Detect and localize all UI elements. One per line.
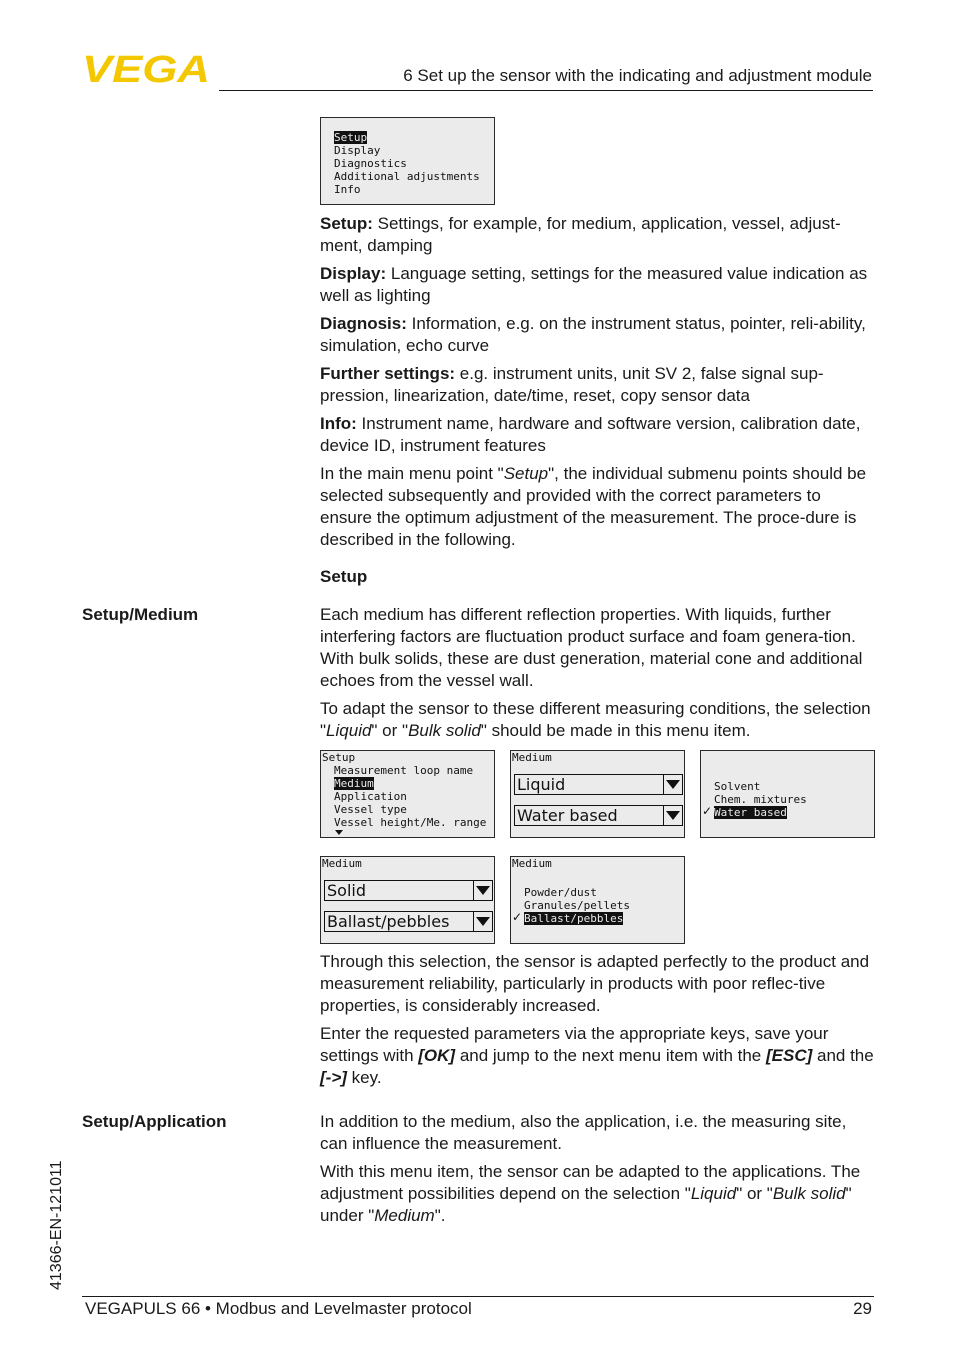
footer-product: VEGAPULS 66 • Modbus and Levelmaster protocol [85,1299,472,1318]
checkmark-icon: ✓ [702,804,713,818]
select-value: Water based [517,806,618,825]
definition-text: Instrument name, hardware and software version, calibration date, device ID, instrument features [320,414,861,455]
main-menu-item: Info [334,183,361,196]
side-label-medium: Setup/Medium [82,605,199,624]
setup-menu-item: Vessel type [334,803,407,816]
screen-title: Medium [512,751,552,764]
dropdown-arrow-icon [473,912,492,931]
dropdown-arrow-icon [663,775,682,794]
screen-title: Medium [512,857,552,870]
definition-setup [320,213,876,257]
medium-liquid-screen [510,750,685,838]
definition-text: Settings, for example, for medium, application, vessel, adjust-ment, damping [320,214,841,255]
main-menu-item: Additional adjustments [334,170,480,183]
scroll-down-icon [335,830,343,835]
definition-text: e.g. instrument units, unit SV 2, false signal sup-pression, linearization, date/time, reset, copy sensor data [320,364,824,405]
document-code: 41366-EN-121011 [48,1160,65,1290]
list-item: Water based [714,806,787,819]
solid-list-screen [510,856,685,944]
main-menu-screen [320,117,495,205]
intro-paragraph: In the main menu point "Setup", the individual submenu points should be selected subsequently and provided with the correct parameters to ensure the optimum adjustment of the measurement. The proce-dure is described in the following. [320,464,867,549]
main-menu-item: Setup [334,131,368,144]
select-value: Liquid [517,775,566,794]
application-paragraph-2: With this menu item, the sensor can be adapted to the applications. The adjustment possibilities depend on the selection "Liquid" or "Bulk solid" under "Medium". [320,1162,861,1225]
key-esc: [ESC] [765,1046,813,1065]
list-item: Ballast/pebbles [524,912,624,925]
setup-menu-item: Vessel height/Me. range [334,816,487,829]
setup-heading: Setup [320,567,368,586]
selection-paragraph: Through this selection, the sensor is adapted perfectly to the product and measurement reliability, particularly in products with poor reflec-tive properties, is considerably increased. [320,952,870,1015]
medium-subtype-select [514,805,683,826]
select-value: Solid [327,881,366,900]
list-item: Chem. mixtures [714,793,807,806]
medium-paragraph-1: Each medium has different reflection properties. With liquids, further interfering factors are fluctuation product surface and foam genera-tion. With bulk solids, these are dust generation, material cone and additional echoes from the vessel wall. [320,605,863,690]
list-item: Granules/pellets [524,899,630,912]
definition-display [320,263,876,307]
definition-text: Information, e.g. on the instrument status, pointer, reli-ability, simulation, echo curve [320,314,866,355]
medium-type-select [514,774,683,795]
list-item: Powder/dust [524,886,597,899]
medium-type-select [324,880,493,901]
setup-menu-item: Measurement loop name [334,764,474,777]
keys-paragraph: Enter the requested parameters via the appropriate keys, save your settings with [OK] and jump to the next menu item with the [ESC] and the [->] key. [320,1024,874,1087]
definition-term: Setup: [320,214,373,233]
liquid-list-screen [700,750,875,838]
vega-logo-text: VEGA [82,52,210,84]
select-value: Ballast/pebbles [327,912,450,931]
screen-title: Setup [322,751,356,764]
definition-diagnosis [320,313,876,357]
key-arrow: [->] [320,1068,347,1087]
checkmark-icon: ✓ [512,910,523,924]
definition-info [320,413,876,457]
vega-logo [82,52,212,84]
medium-subtype-select [324,911,493,932]
setup-menu-item: Medium [334,777,374,790]
dropdown-arrow-icon [663,806,682,825]
list-item: Solvent [714,780,761,793]
main-menu-item: Diagnostics [334,157,407,170]
definition-term: Display: [320,264,387,283]
definition-term: Further settings: [320,364,456,383]
page-number: 29 [853,1299,872,1318]
main-menu-item: Display [334,144,381,157]
medium-paragraph-2: To adapt the sensor to these different measuring conditions, the selection "Liquid" or "Bulk solid" should be made in this menu item. [320,699,871,740]
definition-term: Diagnosis: [320,314,407,333]
definition-text: Language setting, settings for the measured value indication as well as lighting [320,264,868,305]
medium-solid-screen [320,856,495,944]
dropdown-arrow-icon [473,881,492,900]
key-ok: [OK] [418,1046,456,1065]
screen-title: Medium [322,857,362,870]
definition-further-settings [320,363,876,407]
header-rule [219,90,873,91]
side-label-application: Setup/Application [82,1112,227,1131]
setup-menu-screen [320,750,495,838]
definition-term: Info: [320,414,357,433]
application-paragraph-1: In addition to the medium, also the application, i.e. the measuring site, can influence the measurement. [320,1112,847,1153]
footer-rule [82,1296,874,1297]
chapter-title: 6 Set up the sensor with the indicating and adjustment module [403,66,872,85]
setup-menu-item: Application [334,790,407,803]
